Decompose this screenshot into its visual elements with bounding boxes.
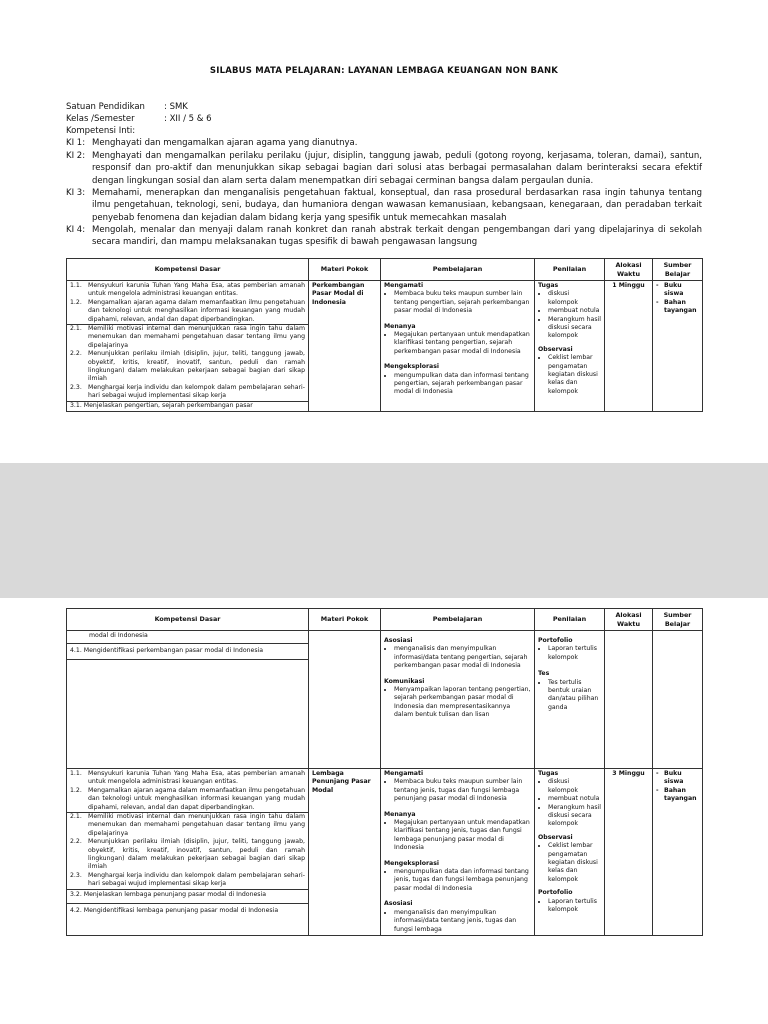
- ki-2-label: KI 2:: [66, 151, 86, 161]
- ki-4-label: KI 4:: [66, 225, 86, 235]
- kd-3-2: 3.2. Menjelaskan lembaga penunjang pasar modal di Indonesia: [70, 890, 267, 898]
- header-materi: Materi Pokok: [309, 259, 381, 281]
- pembelajaran-cell: Mengamati • Membaca buku teks maupun sumber lain tentang pengertian, sejarah perkembangan pasar modal di Indonesia Menanya • Megajukan pertanyaan untuk mendapatkan klarifikasi tentang pengertian, sejarah perkembangan pasar modal di Indonesia Mengeksplorasi • mengumpulkan data dan informasi tentang pengertian, sejarah perkembangan pasar modal di Indonesia: [381, 281, 535, 412]
- ki-3: [66, 187, 706, 224]
- table-row: [67, 769, 703, 936]
- ki-3-text: Memahami, menerapkan dan menganalisis pengetahuan faktual, konseptual, dan rasa prosedural berdasarkan rasa ingin tahunya tentang ilmu pengetahuan, teknologi, seni, budaya, dan humaniora dengan wawasan kemanusiaan, kebangsaan, kenegaraan, dan peradaban terkait penyebab fenomena dan kejadian dalam bidang kerja yang spesifik untuk memecahkan masalah: [92, 188, 702, 223]
- ki-3-label: KI 3:: [66, 188, 86, 198]
- ki-1-label: KI 1:: [66, 138, 86, 148]
- alokasi-waktu: 3 Minggu: [605, 769, 653, 936]
- satuan-label: Satuan Pendidikan: [66, 102, 145, 112]
- kd-4-1: 4.1. Mengidentifikasi perkembangan pasar modal di Indonesia: [70, 647, 264, 655]
- header-sumber: Sumber Belajar: [653, 259, 703, 281]
- kd-4-2: 4.2. Mengidentifikasi lembaga penunjang pasar modal di Indonesia: [70, 907, 279, 915]
- header-alokasi: Alokasi Waktu: [605, 259, 653, 281]
- kd-2-3: Menghargai kerja individu dan kelompok dalam pembelajaran sehari-hari sebagai wujud implementasi sikap kerja: [88, 383, 305, 400]
- table-header-row: [67, 259, 703, 281]
- table-row: [67, 281, 703, 412]
- kd-cell: 1.1. Mensyukuri karunia Tuhan Yang Maha Esa, atas pemberian amanah untuk mengelola administrasi keuangan entitas. 1.2. Mengamalkan ajaran agama dalam memanfaatkan ilmu pengetahuan dan teknologi untuk menghasilkan informasi keuangan yang mudah dipahami, relevan, andal dan dapat diperbandingkan. 2.1. Memiliki motivasi internal dan menunjukkan rasa ingin tahu dalam menemukan dan memahami pengetahuan dasar tentang ilmu yang dipelajarinya 2.2. Menunjukkan perilaku ilmiah (disiplin, jujur, teliti, tanggung jawab, obyektif, kritis, kreatif, inovatif, santun, peduli dan ramah lingkungan) dalam melakukan pekerjaan sebagai bagian dari sikap ilmiah 2.3. Menghargai kerja individu dan kelompok dalam pembelajaran sehari-hari sebagai wujud implementasi sikap kerja 3.2. Menjelaskan lembaga penunjang pasar modal di Indonesia 4.2. Mengidentifikasi lembaga penunjang pasar modal di Indonesia: [67, 769, 309, 936]
- document-title: SILABUS MATA PELAJARAN: LAYANAN LEMBAGA KEUANGAN NON BANK: [209, 66, 559, 76]
- header-penilaian: Penilaian: [535, 609, 605, 631]
- materi-pokok: Perkembangan Pasar Modal di Indonesia: [309, 281, 381, 412]
- page-2: [0, 598, 768, 1024]
- kelas-semester-row: [66, 114, 212, 124]
- header-penilaian: Penilaian: [535, 259, 605, 281]
- kd-1-2: Mengamalkan ajaran agama dalam memanfaatkan ilmu pengetahuan dan teknologi untuk menghasilkan informasi keuangan yang mudah dipahami, relevan, andal dan dapat diperbandingkan.: [88, 298, 305, 323]
- header-kd: Kompetensi Dasar: [67, 259, 309, 281]
- page-1: [0, 0, 768, 463]
- ki-1-text: Menghayati dan mengamalkan ajaran agama yang dianutnya.: [92, 138, 358, 148]
- kd-cell: 1.1. Mensyukuri karunia Tuhan Yang Maha Esa, atas pemberian amanah untuk mengelola administrasi keuangan entitas. 1.2. Mengamalkan ajaran agama dalam memanfaatkan ilmu pengetahuan dan teknologi untuk menghasilkan informasi keuangan yang mudah dipahami, relevan, andal dan dapat diperbandingkan. 2.1. Memiliki motivasi internal dan menunjukkan rasa ingin tahu dalam menemukan dan memahami pengetahuan dasar tentang ilmu yang dipelajarinya 2.2. Menunjukkan perilaku ilmiah (disiplin, jujur, teliti, tanggung jawab, obyektif, kritis, kreatif, inovatif, santun, peduli dan ramah lingkungan) dalam melakukan pekerjaan sebagai bagian dari sikap ilmiah 2.3. Menghargai kerja individu dan kelompok dalam pembelajaran sehari-hari sebagai wujud implementasi sikap kerja 3.1. Menjelaskan pengertian, sejarah perkembangan pasar: [67, 281, 309, 412]
- kd-cell: [67, 631, 309, 769]
- silabus-table-page-1: [66, 258, 703, 412]
- table-header-row: [67, 609, 703, 631]
- kd-1-1: Mensyukuri karunia Tuhan Yang Maha Esa, atas pemberian amanah untuk mengelola administrasi keuangan entitas.: [88, 282, 305, 298]
- sumber-belajar-cell: - Buku siswa - Bahan tayangan: [653, 769, 703, 936]
- silabus-table-page-2: [66, 608, 703, 936]
- header-pembelajaran: Pembelajaran: [381, 609, 535, 631]
- pembelajaran-cell: Asosiasi • menganalisis dan menyimpulkan informasi/data tentang pengertian, sejarah perkembangan pasar modal di Indonesia Komunikasi • Menyampaikan laporan tentang pengertian, sejarah perkembangan pasar modal di Indonesia dan mempresentasikannya dalam bentuk tulisan dan lisan: [381, 631, 535, 769]
- alokasi-waktu: 1 Minggu: [605, 281, 653, 412]
- pembelajaran-cell: Mengamati • Membaca buku teks maupun sumber lain tentang jenis, tugas dan fungsi lembaga penunjang pasar modal di Indonesia Menanya • Megajukan pertanyaan untuk mendapatkan klarifikasi tentang jenis, tugas dan fungsi lembaga penunjang pasar modal di Indonesia Mengeksplorasi • mengumpulkan data dan informasi tentang jenis, tugas dan fungsi lembaga penunjang pasar modal di Indonesia Asosiasi • menganalisis dan menyimpulkan informasi/data tentang jenis, tugas dan fungsi lembaga: [381, 769, 535, 936]
- header-sumber: Sumber Belajar: [653, 609, 703, 631]
- kelas-value: : XII / 5 & 6: [164, 114, 212, 124]
- kelas-label: Kelas /Semester: [66, 114, 135, 124]
- sumber-belajar-cell: - Buku siswa - Bahan tayangan: [653, 281, 703, 412]
- kd-2-2: Menunjukkan perilaku ilmiah (disiplin, jujur, teliti, tanggung jawab, obyektif, kritis, kreatif, inovatif, santun, peduli dan ramah lingkungan) dalam melakukan pekerjaan sebagai bagian dari sikap ilmiah: [88, 350, 305, 383]
- ki-2: [66, 150, 706, 187]
- ki-2-text: Menghayati dan mengamalkan perilaku perilaku (jujur, disiplin, tanggung jawab, peduli (gotong royong, kerjasama, toleran, damai), santun, responsif dan pro-aktif dan menunjukkan sikap sebagai bagian dari solusi atas berbagai permasalahan dalam berinteraksi secara efektif dengan lingkungan sosial dan alam serta dalam menempatkan diri sebagai cerminan bangsa dalam pergaulan dunia.: [92, 151, 702, 186]
- satuan-value: : SMK: [164, 102, 188, 112]
- penilaian-cell: Portofolio • Laporan tertulis kelompok Tes • Tes tertulis bentuk uraian dan/atau pilihan ganda: [535, 631, 605, 769]
- header-alokasi: Alokasi Waktu: [605, 609, 653, 631]
- kd-2-1: Memiliki motivasi internal dan menunjukkan rasa ingin tahu dalam menemukan dan memahami pengetahuan dasar tentang ilmu yang dipelajarinya: [88, 325, 305, 349]
- kd-3-1: 3.1. Menjelaskan pengertian, sejarah perkembangan pasar: [70, 401, 253, 409]
- penilaian-cell: Tugas • diskusi kelompok • membuat notula • Merangkum hasil diskusi secara kelompok Observasi • Ceklist lembar pengamatan kegiatan diskusi kelas dan kelompok: [535, 281, 605, 412]
- header-kd: Kompetensi Dasar: [67, 609, 309, 631]
- ki-4: [66, 224, 706, 249]
- satuan-pendidikan-row: [66, 102, 188, 112]
- ki-1: [66, 137, 706, 149]
- ki-4-text: Mengolah, menalar dan menyaji dalam ranah konkret dan ranah abstrak terkait dengan pengembangan dari yang dipelajarinya di sekolah secara mandiri, dan mampu melaksanakan tugas spesifik di bawah pengawasan langsung: [92, 225, 702, 248]
- table-row: [67, 631, 703, 769]
- penilaian-cell: Tugas • diskusi kelompok • membuat notula • Merangkum hasil diskusi secara kelompok Observasi • Ceklist lembar pengamatan kegiatan diskusi kelas dan kelompok Portofolio • Laporan tertulis kelompok: [535, 769, 605, 936]
- header-pembelajaran: Pembelajaran: [381, 259, 535, 281]
- header-materi: Materi Pokok: [309, 609, 381, 631]
- materi-pokok: Lembaga Penunjang Pasar Modal: [309, 769, 381, 936]
- kompetensi-inti-label: Kompetensi Inti:: [66, 126, 136, 136]
- kd-3-1-continued: modal di Indonesia: [89, 632, 148, 639]
